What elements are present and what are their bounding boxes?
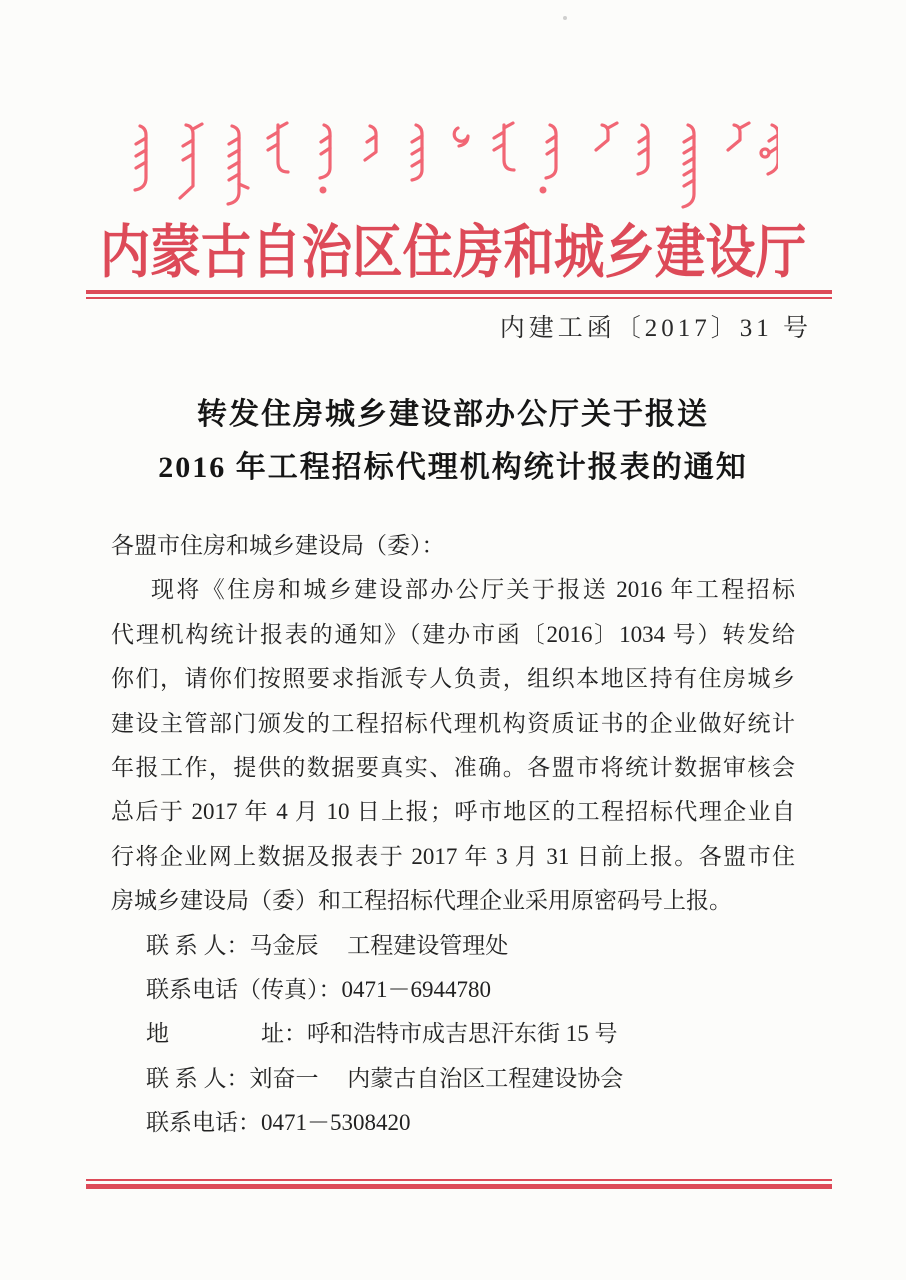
body-line: 年报工作，提供的数据要真实、准确。各盟市将统计数据审核会	[111, 754, 795, 780]
contact-line: 联 系 人：刘奋一 内蒙古自治区工程建设协会	[146, 1065, 624, 1091]
mongolian-word	[494, 123, 514, 170]
header-rule-thin	[86, 297, 832, 299]
body-line: 代理机构统计报表的通知》（建办市函〔2016〕1034 号）转发给	[111, 621, 795, 647]
org-name-heading: 内蒙古自治区住房和城乡建设厅	[99, 220, 807, 285]
document-title-line1: 转发住房城乡建设部办公厅关于报送	[197, 398, 709, 431]
mongolian-word	[638, 125, 648, 174]
mongolian-word	[454, 128, 468, 146]
contact-line: 联 系 人：马金辰 工程建设管理处	[146, 932, 509, 958]
scan-speck	[563, 16, 567, 20]
doc-number: 内建工函〔2017〕31 号	[499, 315, 812, 342]
body-line: 行将企业网上数据及报表于 2017 年 3 月 31 日前上报。各盟市住	[111, 843, 795, 869]
footer-rule-thin	[86, 1179, 832, 1181]
mongolian-word	[683, 125, 694, 207]
mongolian-word	[596, 123, 617, 150]
mongolian-script-text	[120, 120, 778, 216]
mongolian-word	[412, 125, 422, 180]
document-title-line2: 2016 年工程招标代理机构统计报表的通知	[158, 451, 748, 484]
document-body	[111, 524, 795, 1145]
contact-line: 地 址：呼和浩特市成吉思汗东街 15 号	[146, 1021, 618, 1047]
body-line: 房城乡建设局（委）和工程招标代理企业采用原密码号上报。	[111, 888, 732, 914]
mongolian-word	[728, 123, 749, 150]
body-line: 建设主管部门颁发的工程招标代理机构资质证书的企业做好统计	[111, 710, 795, 736]
mongolian-word	[761, 125, 778, 174]
body-line: 总后于 2017 年 4 月 10 日上报；呼市地区的工程招标代理企业自	[111, 799, 795, 825]
mongolian-word	[135, 126, 146, 190]
mongolian-word	[180, 124, 202, 198]
mongolian-word	[365, 126, 376, 160]
contact-line: 联系电话（传真）：0471－6944780	[146, 976, 491, 1002]
mongolian-word	[268, 123, 288, 172]
contact-line: 联系电话：0471－5308420	[146, 1110, 411, 1136]
footer-rule-thick	[86, 1184, 832, 1189]
mongolian-word	[320, 125, 331, 194]
body-line: 现将《住房和城乡建设部办公厅关于报送 2016 年工程招标	[151, 577, 795, 603]
mongolian-word	[540, 125, 557, 194]
salutation-line: 各盟市住房和城乡建设局（委）：	[111, 533, 445, 558]
mongolian-word	[228, 126, 248, 204]
header-rule-thick	[86, 290, 832, 294]
body-line: 你们，请你们按照要求指派专人负责，组织本地区持有住房城乡	[111, 666, 795, 692]
document-title	[0, 388, 906, 494]
